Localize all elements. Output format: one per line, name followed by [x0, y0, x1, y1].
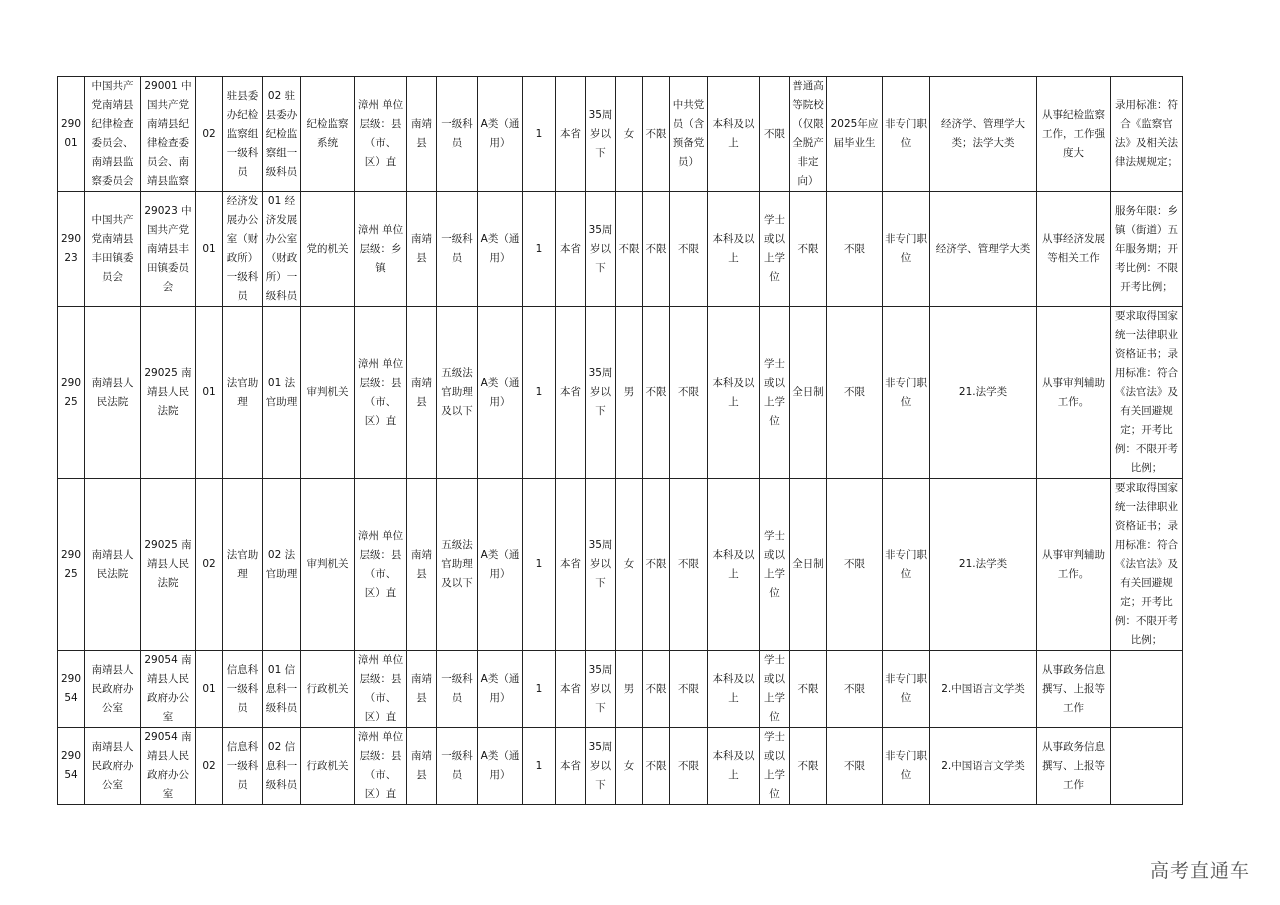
watermark-text: 高考直通车 [1149, 860, 1250, 882]
cell-post: 法官助理 [223, 479, 263, 651]
cell-special: 非专门职位 [883, 479, 930, 651]
cell-special: 非专门职位 [883, 192, 930, 307]
cell-code: 29054 [58, 728, 85, 805]
cell-post: 法官助理 [223, 307, 263, 479]
cell-post-code: 01 经济发展办公室（财政所）一级科员 [263, 192, 301, 307]
cell-dept: 29023 中国共产党南靖县丰田镇委员会 [141, 192, 196, 307]
cell-code: 29001 [58, 77, 85, 192]
cell-study: 不限 [790, 651, 827, 728]
cell-source: 不限 [827, 651, 883, 728]
cell-region: 本省 [556, 307, 586, 479]
cell-ethnic: 不限 [643, 479, 670, 651]
cell-edu: 本科及以上 [708, 728, 760, 805]
cell-major: 21.法学类 [930, 307, 1037, 479]
cell-study: 全日制 [790, 307, 827, 479]
cell-special: 非专门职位 [883, 728, 930, 805]
cell-unit: 南靖县人民政府办公室 [85, 651, 141, 728]
cell-degree: 学士或以上学位 [760, 728, 790, 805]
cell-post: 信息科一级科员 [223, 651, 263, 728]
cell-dept: 29054 南靖县人民政府办公室 [141, 728, 196, 805]
cell-gender: 女 [616, 77, 643, 192]
cell-code: 29023 [58, 192, 85, 307]
cell-special: 非专门职位 [883, 651, 930, 728]
cell-politics: 不限 [670, 307, 708, 479]
cell-region: 本省 [556, 651, 586, 728]
cell-remark: 要求取得国家统一法律职业资格证书；录用标准：符合《法官法》及有关回避规定；开考比例：不限开考比例； [1111, 479, 1183, 651]
cell-code: 29054 [58, 651, 85, 728]
cell-duty: 从事审判辅助工作。 [1037, 307, 1111, 479]
cell-rank: 一级科员 [437, 77, 478, 192]
cell-seq: 01 [196, 307, 223, 479]
cell-source: 不限 [827, 192, 883, 307]
cell-seq: 01 [196, 192, 223, 307]
cell-post-code: 02 法官助理 [263, 479, 301, 651]
cell-study: 普通高等院校（仅限全脱产非定向） [790, 77, 827, 192]
cell-age: 35周岁以下 [586, 307, 616, 479]
cell-study: 不限 [790, 728, 827, 805]
cell-major: 21.法学类 [930, 479, 1037, 651]
cell-unit: 中国共产党南靖县丰田镇委员会 [85, 192, 141, 307]
cell-degree: 学士或以上学位 [760, 651, 790, 728]
cell-unit: 中国共产党南靖县纪律检查委员会、南靖县监察委员会 [85, 77, 141, 192]
cell-seq: 02 [196, 728, 223, 805]
table-row [58, 479, 1183, 651]
table-row [58, 728, 1183, 805]
cell-rank: 一级科员 [437, 728, 478, 805]
cell-politics: 中共党员（含预备党员） [670, 77, 708, 192]
cell-level: 漳州 单位层级：县（市、区）直 [355, 77, 407, 192]
cell-duty: 从事经济发展等相关工作 [1037, 192, 1111, 307]
cell-post: 经济发展办公室（财政所）一级科员 [223, 192, 263, 307]
cell-age: 35周岁以下 [586, 192, 616, 307]
cell-special: 非专门职位 [883, 77, 930, 192]
cell-post-code: 02 信息科一级科员 [263, 728, 301, 805]
cell-count: 1 [523, 728, 556, 805]
cell-gender: 男 [616, 307, 643, 479]
cell-degree: 不限 [760, 77, 790, 192]
cell-county: 南靖县 [407, 77, 437, 192]
cell-source: 不限 [827, 307, 883, 479]
cell-politics: 不限 [670, 479, 708, 651]
cell-county: 南靖县 [407, 307, 437, 479]
cell-unit: 南靖县人民法院 [85, 479, 141, 651]
cell-degree: 学士或以上学位 [760, 307, 790, 479]
cell-special: 非专门职位 [883, 307, 930, 479]
cell-post-code: 01 信息科一级科员 [263, 651, 301, 728]
cell-code: 29025 [58, 479, 85, 651]
cell-category: A类（通用） [478, 77, 523, 192]
cell-major: 经济学、管理学大类 [930, 192, 1037, 307]
cell-edu: 本科及以上 [708, 307, 760, 479]
cell-rank: 五级法官助理及以下 [437, 307, 478, 479]
cell-sys: 行政机关 [301, 651, 355, 728]
cell-degree: 学士或以上学位 [760, 479, 790, 651]
cell-major: 2.中国语言文学类 [930, 651, 1037, 728]
cell-category: A类（通用） [478, 192, 523, 307]
cell-duty: 从事政务信息撰写、上报等工作 [1037, 651, 1111, 728]
cell-count: 1 [523, 77, 556, 192]
cell-dept: 29001 中国共产党南靖县纪律检查委员会、南靖县监察 [141, 77, 196, 192]
cell-post-code: 01 法官助理 [263, 307, 301, 479]
cell-remark [1111, 728, 1183, 805]
cell-remark: 录用标准：符合《监察官法》及相关法律法规规定； [1111, 77, 1183, 192]
cell-sys: 党的机关 [301, 192, 355, 307]
cell-dept: 29025 南靖县人民法院 [141, 479, 196, 651]
cell-politics: 不限 [670, 651, 708, 728]
table-row [58, 192, 1183, 307]
table-row [58, 77, 1183, 192]
table-row [58, 307, 1183, 479]
cell-duty: 从事审判辅助工作。 [1037, 479, 1111, 651]
cell-level: 漳州 单位层级：县（市、区）直 [355, 479, 407, 651]
cell-region: 本省 [556, 192, 586, 307]
cell-gender: 不限 [616, 192, 643, 307]
cell-unit: 南靖县人民法院 [85, 307, 141, 479]
cell-source: 2025年应届毕业生 [827, 77, 883, 192]
cell-level: 漳州 单位层级：县（市、区）直 [355, 728, 407, 805]
cell-level: 漳州 单位层级：县（市、区）直 [355, 307, 407, 479]
cell-age: 35周岁以下 [586, 651, 616, 728]
cell-ethnic: 不限 [643, 728, 670, 805]
cell-rank: 五级法官助理及以下 [437, 479, 478, 651]
cell-edu: 本科及以上 [708, 651, 760, 728]
cell-sys: 纪检监察系统 [301, 77, 355, 192]
cell-count: 1 [523, 651, 556, 728]
cell-region: 本省 [556, 479, 586, 651]
cell-dept: 29054 南靖县人民政府办公室 [141, 651, 196, 728]
cell-level: 漳州 单位层级：乡镇 [355, 192, 407, 307]
cell-count: 1 [523, 307, 556, 479]
cell-duty: 从事纪检监察工作，工作强度大 [1037, 77, 1111, 192]
cell-code: 29025 [58, 307, 85, 479]
cell-degree: 学士或以上学位 [760, 192, 790, 307]
cell-gender: 男 [616, 651, 643, 728]
cell-major: 经济学、管理学大类；法学大类 [930, 77, 1037, 192]
cell-unit: 南靖县人民政府办公室 [85, 728, 141, 805]
cell-sys: 审判机关 [301, 479, 355, 651]
cell-count: 1 [523, 479, 556, 651]
cell-study: 不限 [790, 192, 827, 307]
cell-category: A类（通用） [478, 307, 523, 479]
cell-remark: 服务年限：乡镇（街道）五年服务期；开考比例：不限开考比例； [1111, 192, 1183, 307]
cell-politics: 不限 [670, 728, 708, 805]
cell-sys: 行政机关 [301, 728, 355, 805]
cell-region: 本省 [556, 77, 586, 192]
cell-edu: 本科及以上 [708, 479, 760, 651]
cell-post: 信息科一级科员 [223, 728, 263, 805]
cell-ethnic: 不限 [643, 192, 670, 307]
cell-dept: 29025 南靖县人民法院 [141, 307, 196, 479]
cell-level: 漳州 单位层级：县（市、区）直 [355, 651, 407, 728]
cell-edu: 本科及以上 [708, 192, 760, 307]
cell-age: 35周岁以下 [586, 728, 616, 805]
cell-politics: 不限 [670, 192, 708, 307]
cell-category: A类（通用） [478, 651, 523, 728]
cell-source: 不限 [827, 479, 883, 651]
cell-remark: 要求取得国家统一法律职业资格证书；录用标准：符合《法官法》及有关回避规定；开考比例：不限开考比例； [1111, 307, 1183, 479]
cell-ethnic: 不限 [643, 651, 670, 728]
cell-ethnic: 不限 [643, 77, 670, 192]
cell-age: 35周岁以下 [586, 77, 616, 192]
cell-rank: 一级科员 [437, 192, 478, 307]
cell-study: 全日制 [790, 479, 827, 651]
cell-source: 不限 [827, 728, 883, 805]
cell-county: 南靖县 [407, 728, 437, 805]
cell-rank: 一级科员 [437, 651, 478, 728]
cell-seq: 01 [196, 651, 223, 728]
cell-duty: 从事政务信息撰写、上报等工作 [1037, 728, 1111, 805]
cell-post-code: 02 驻县委办纪检监察组一级科员 [263, 77, 301, 192]
cell-age: 35周岁以下 [586, 479, 616, 651]
cell-seq: 02 [196, 77, 223, 192]
cell-county: 南靖县 [407, 192, 437, 307]
cell-gender: 女 [616, 728, 643, 805]
cell-category: A类（通用） [478, 728, 523, 805]
cell-county: 南靖县 [407, 479, 437, 651]
cell-region: 本省 [556, 728, 586, 805]
table-row [58, 651, 1183, 728]
cell-remark [1111, 651, 1183, 728]
cell-sys: 审判机关 [301, 307, 355, 479]
cell-edu: 本科及以上 [708, 77, 760, 192]
cell-category: A类（通用） [478, 479, 523, 651]
cell-gender: 女 [616, 479, 643, 651]
recruitment-table [57, 76, 1183, 805]
cell-ethnic: 不限 [643, 307, 670, 479]
cell-major: 2.中国语言文学类 [930, 728, 1037, 805]
cell-count: 1 [523, 192, 556, 307]
cell-county: 南靖县 [407, 651, 437, 728]
cell-post: 驻县委办纪检监察组一级科员 [223, 77, 263, 192]
cell-seq: 02 [196, 479, 223, 651]
